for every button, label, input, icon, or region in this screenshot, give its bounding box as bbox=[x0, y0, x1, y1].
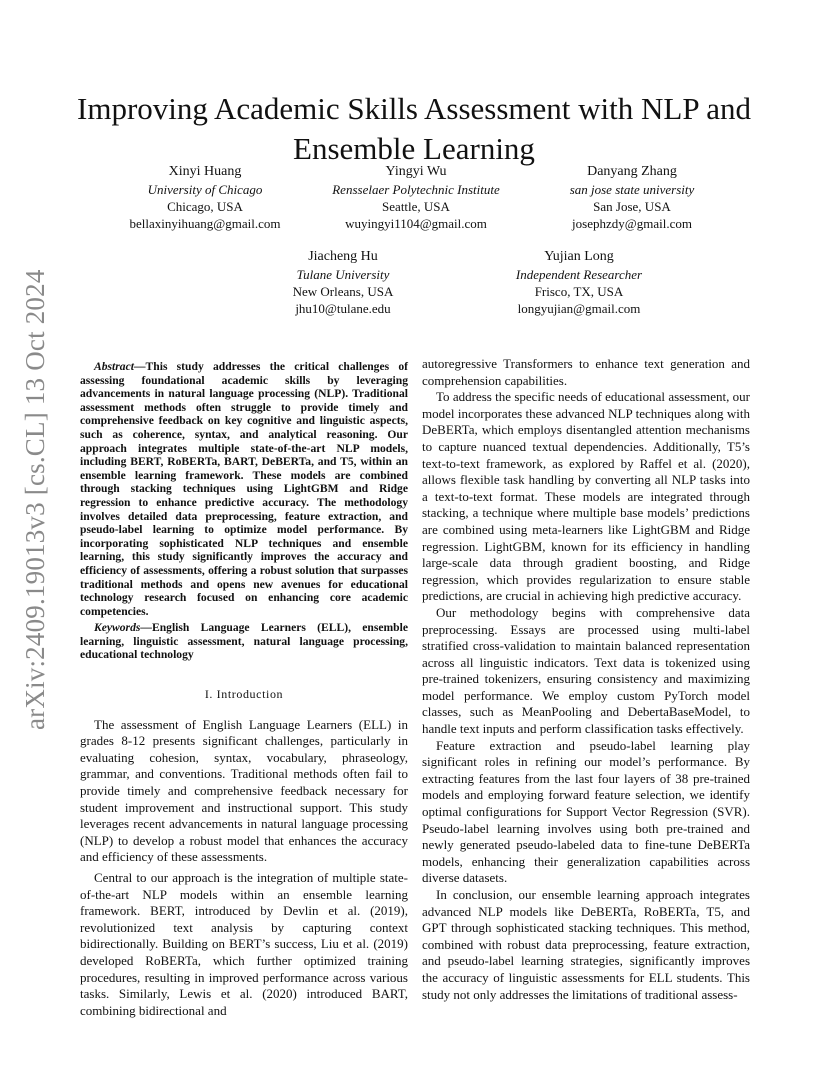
author-location: Chicago, USA bbox=[167, 199, 243, 214]
paper-title: Improving Academic Skills Assessment with NLP and Ensemble Learning bbox=[77, 90, 751, 166]
author-affiliation: University of Chicago bbox=[147, 182, 263, 197]
author-name: Yujian Long bbox=[544, 249, 614, 264]
arxiv-identifier-stamp bbox=[18, 269, 54, 730]
author-affiliation: Independent Researcher bbox=[515, 267, 643, 282]
body-paragraph: Feature extraction and pseudo-label learning play significant roles in refining our model’s performance. By extracting features from the last four layers of 38 pre-trained models and employing forward feature selection, we identify optimal configurations for Support Vector Regression (SVR). Pseudo-label learning involves using both pre-trained and newly generated pseudo-labeled data to fine-tune DeBERTa models, enhancing their generalization capabilities across diverse datasets. bbox=[422, 737, 750, 886]
author-email: josephzdy@gmail.com bbox=[572, 216, 692, 231]
author-name: Yingyi Wu bbox=[385, 164, 447, 179]
body-paragraph: In conclusion, our ensemble learning approach integrates advanced NLP models like DeBERTa, RoBERTa, T5, and GPT through sophisticated stacking techniques. This method, combined with robust data preprocessing, feature extraction, and pseudo-label learning strategies, significantly improves the accuracy of linguistic assessments for ELL students. This study not only addresses the limitations of traditional assess- bbox=[422, 887, 750, 1002]
body-paragraph: The assessment of English Language Learners (ELL) in grades 8-12 presents significant challenges, particularly in evaluating cohesion, syntax, vocabulary, phraseology, grammar, and conventions. Traditional methods often fail to provide timely and comprehensive feedback necessary for student improvement and instructional support. This study leverages recent advancements in natural language processing (NLP) to develop a robust model that enhances the accuracy and efficiency of these assessments. bbox=[80, 716, 408, 865]
author-location: Frisco, TX, USA bbox=[534, 284, 624, 299]
left-column bbox=[80, 360, 408, 1019]
author-affiliation: Tulane University bbox=[296, 267, 390, 282]
author-name: Xinyi Huang bbox=[168, 164, 242, 179]
author-block bbox=[512, 163, 752, 232]
body-paragraph: Our methodology begins with comprehensive data preprocessing. Essays are processed using multi-label stratified cross-validation to maintain balanced representation across all linguistic indicators. Text data is tokenized using pre-trained tokenizers, ensuring consistency and maximizing model performance. We employ custom PyTorch model classes, such as MeanPooling and DebertaBaseModel, to handle text inputs and perform classification tasks effectively. bbox=[422, 604, 750, 737]
author-block bbox=[459, 248, 699, 317]
arxiv-identifier-text: arXiv:2409.19013v3 [cs.CL] 13 Oct 2024 bbox=[20, 269, 50, 730]
author-email: wuyingyi1104@gmail.com bbox=[345, 216, 487, 231]
author-block bbox=[85, 163, 325, 232]
section-heading: I. Introduction bbox=[204, 687, 284, 702]
author-email: bellaxinyihuang@gmail.com bbox=[129, 216, 281, 231]
keywords-paragraph bbox=[80, 621, 408, 662]
author-affiliation: Rensselaer Polytechnic Institute bbox=[332, 182, 500, 197]
author-location: Seattle, USA bbox=[382, 199, 450, 214]
abstract-label: Abstract— bbox=[94, 360, 146, 373]
keywords-text: English Language Learners (ELL), ensemble learning, linguistic assessment, natural language processing, educational technology bbox=[80, 621, 408, 662]
right-column bbox=[422, 356, 750, 1003]
author-location: San Jose, USA bbox=[593, 199, 671, 214]
author-email: longyujian@gmail.com bbox=[517, 301, 641, 316]
author-email: jhu10@tulane.edu bbox=[295, 301, 391, 316]
body-paragraph: Central to our approach is the integration of multiple state-of-the-art NLP models within an ensemble learning framework. BERT, introduced by Devlin et al. (2019), revolutionized text analysis by capturing context bidirectionally. Building on BERT’s success, Liu et al. (2019) developed RoBERTa, which further optimized training procedures, resulting in improved performance across various tasks. Similarly, Lewis et al. (2020) introduced BART, combining bidirectional and bbox=[80, 870, 408, 1018]
author-name: Jiacheng Hu bbox=[308, 249, 378, 264]
abstract-text: This study addresses the critical challenges of assessing foundational academic skills by leveraging advancements in natural language processing (NLP). Traditional assessment methods often struggle to provide timely and comprehensive feedback on key cognitive and linguistic aspects, such as coherence, syntax, and analytical reasoning. Our approach integrates multiple state-of-the-art NLP models, including BERT, RoBERTa, BART, DeBERTa, and T5, within an ensemble learning framework. These models are combined through stacking techniques using LightGBM and Ridge regression to enhance predictive accuracy. The methodology involves detailed data preprocessing, feature extraction, and pseudo-label learning to optimize model performance. By incorporating sophisticated NLP techniques and ensemble learning, this study significantly improves the accuracy and efficiency of assessments, offering a robust solution that surpasses traditional methods and opens new avenues for educational technology research focused on enhancing core academic competencies. bbox=[80, 360, 408, 618]
author-block bbox=[223, 248, 463, 317]
keywords-label: Keywords— bbox=[94, 621, 152, 635]
author-block bbox=[296, 163, 536, 232]
author-name: Danyang Zhang bbox=[587, 164, 677, 179]
author-affiliation: san jose state university bbox=[569, 182, 695, 197]
body-paragraph: autoregressive Transformers to enhance text generation and comprehension capabilities. bbox=[422, 356, 750, 388]
body-paragraph: To address the specific needs of educational assessment, our model incorporates these advanced NLP techniques along with DeBERTa, which employs disentangled attention mechanisms to capture nuanced textual dependencies. Additionally, T5’s text-to-text framework, as explored by Raffel et al. (2020), allows flexible task handling by converting all NLP tasks into a text-to-text format. These models are integrated through stacking, a technique where multiple base models’ predictions are combined using meta-learners like LightGBM and Ridge regression. LightGBM, known for its efficiency in handling large-scale data through gradient boosting, and Ridge regression, which provides regularization to ensure stable predictions, are crucial in achieving high predictive accuracy. bbox=[422, 389, 750, 604]
author-location: New Orleans, USA bbox=[292, 284, 394, 299]
abstract-paragraph bbox=[80, 360, 408, 618]
